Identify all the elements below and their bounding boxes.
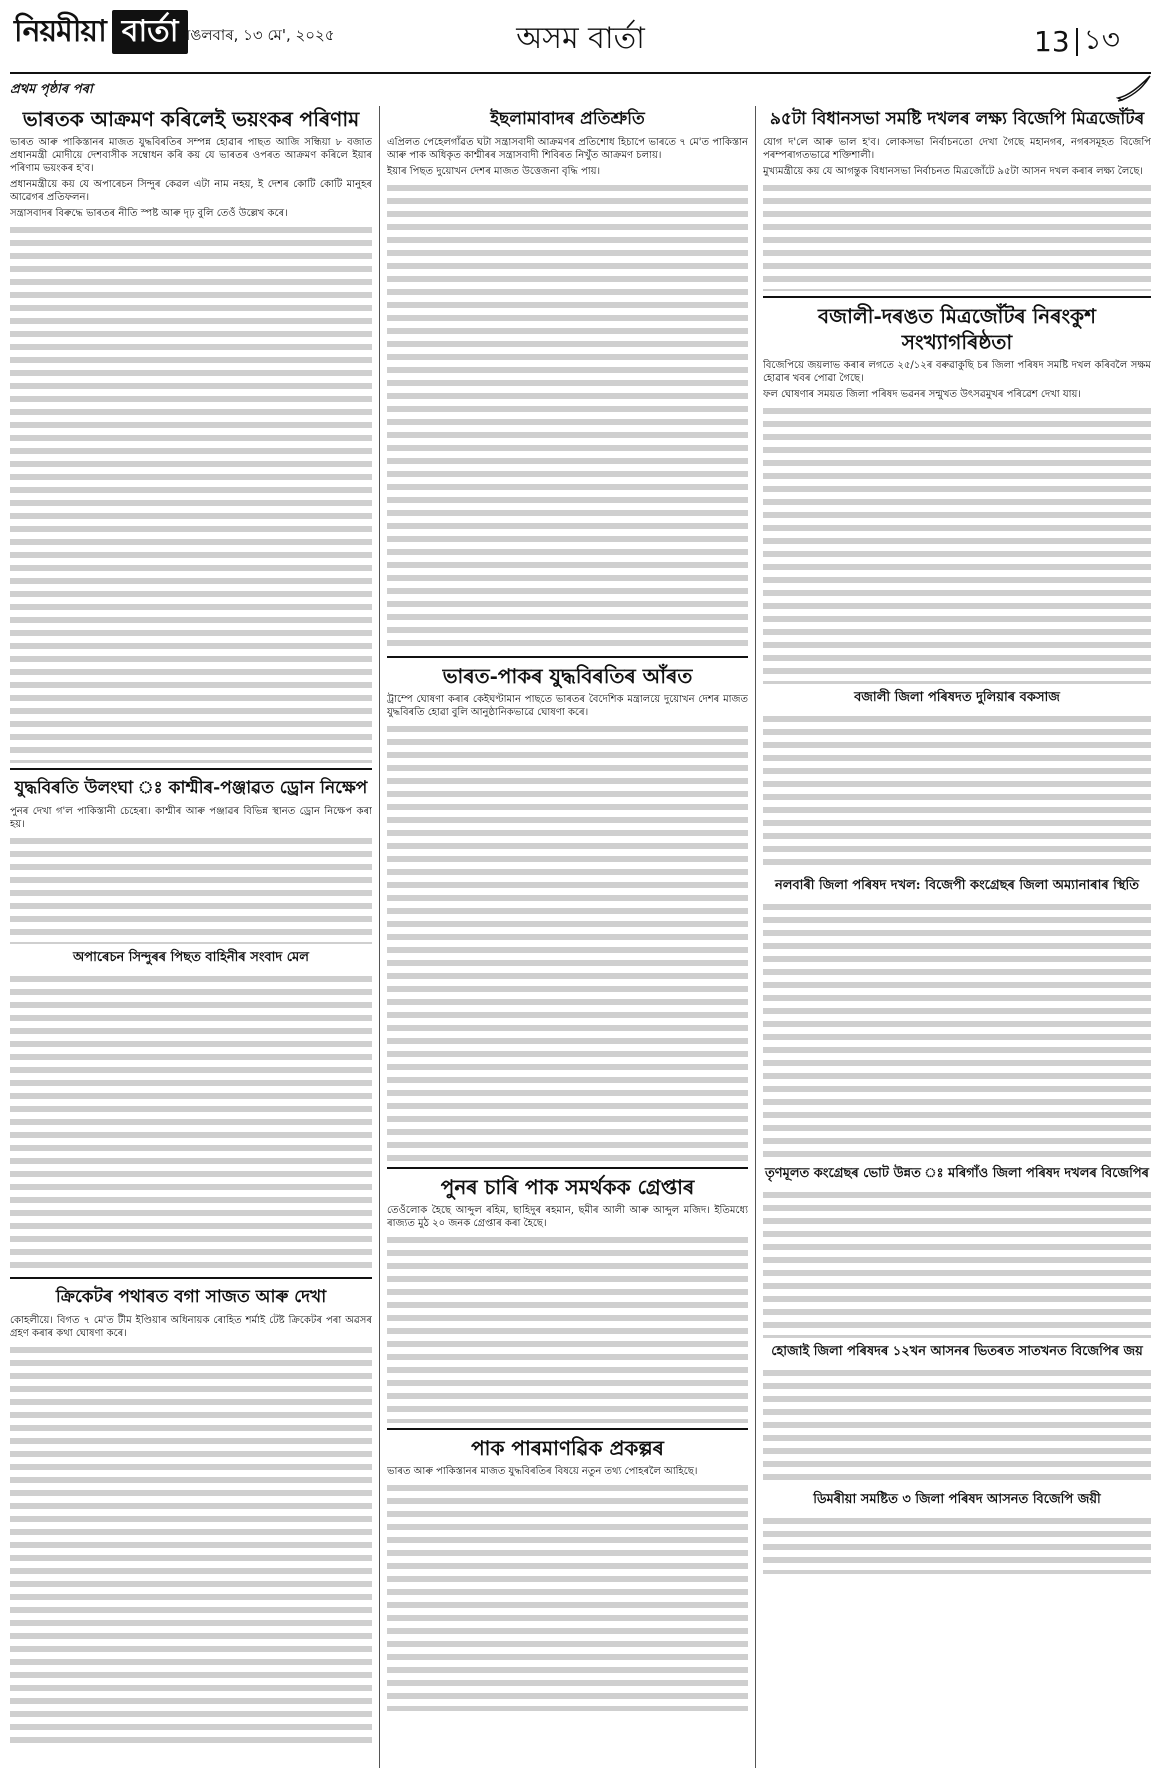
quill-icon bbox=[1116, 74, 1152, 102]
headline: ভাৰত-পাকৰ যুদ্ধবিৰতিৰ আঁৰত bbox=[442, 664, 693, 688]
text-lines bbox=[763, 1366, 1151, 1486]
section-title: অসম বাৰ্তা bbox=[516, 21, 645, 56]
article-bajali-darrang bbox=[763, 303, 1151, 1574]
article-divider bbox=[387, 1428, 748, 1430]
headline: ক্ৰিকেটৰ পথাৰত বগা সাজত আৰু দেখা bbox=[55, 1287, 327, 1307]
text-lines bbox=[387, 722, 748, 1162]
article-paragraph: ভাৰত আৰু পাকিস্তানৰ মাজত যুদ্ধবিৰতিৰ সম্পন্ন হোৱাৰ পাছত আজি সন্ধিয়া ৮ বজাত প্ৰধানমন্ত্ৰী মোদীয়ে দেশবাসীক সম্বোধন কৰি কয় যে ভাৰতৰ ওপৰত আক্ৰমণ কৰিলে ইয়াৰ পৰিণাম ভয়ংকৰ হ'ব। bbox=[10, 137, 372, 174]
text-lines bbox=[10, 1343, 372, 1743]
article-arrests bbox=[387, 1174, 748, 1423]
article-body-text bbox=[10, 223, 372, 763]
article-divider bbox=[387, 656, 748, 658]
subheadline: হোজাই জিলা পৰিষদৰ ১২খন আসনৰ ভিতৰত সাতখনত বিজেপিৰ জয় bbox=[771, 1344, 1143, 1359]
logo-text-left: নিয়মীয়া bbox=[14, 14, 106, 49]
masthead bbox=[0, 0, 1161, 100]
subheadline: তৃণমূলত কংগ্ৰেছৰ ভোট উন্নত ঃ মৰিগাঁও জিলা পৰিষদ দখলৰ বিজেপিৰ bbox=[765, 1166, 1149, 1181]
article-drone-ceasefire bbox=[10, 775, 372, 1272]
article-cricket bbox=[10, 1284, 372, 1743]
article-divider bbox=[10, 768, 372, 770]
continuation-label: প্ৰথম পৃষ্ঠাৰ পৰা bbox=[10, 82, 93, 97]
article-paragraph: কোহলীয়ে। বিগত ৭ মে'ত টীম ইণ্ডিয়াৰ অধিনায়ক ৰোহিত শৰ্মাই টেষ্ট ক্ৰিকেটৰ পৰা অৱসৰ গ্ৰহণ কৰাৰ কথা ঘোষণা কৰে। bbox=[10, 1315, 372, 1339]
subheadline: ডিমৰীয়া সমষ্টিত ৩ জিলা পৰিষদ আসনত বিজেপি জয়ী bbox=[813, 1492, 1101, 1507]
subheadline: অপাৰেচন সিন্দুৰৰ পিছত বাহিনীৰ সংবাদ মেল bbox=[73, 950, 309, 965]
column-right bbox=[763, 106, 1151, 1768]
page-number-divider bbox=[1076, 28, 1078, 56]
logo-text-right: বার্তা bbox=[112, 10, 189, 54]
article-paragraph: ট্ৰাম্পে ঘোষণা কৰাৰ কেইঘণ্টামান পাছতে ভাৰতৰ বৈদেশিক মন্ত্ৰালয়ে দুয়োখন দেশৰ মাজত যুদ্ধবিৰতি হোৱা বুলি আনুষ্ঠানিকভাৱে ঘোষণা কৰে। bbox=[387, 694, 748, 718]
article-paragraph: এপ্ৰিলত পেহেলগাঁৱত ঘটা সন্ত্ৰাসবাদী আক্ৰমণৰ প্ৰতিশোধ হিচাপে ভাৰতে ৭ মে'ত পাকিস্তান আৰু পাক অধিকৃত কাশ্মীৰৰ সন্ত্ৰাসবাদী শিবিৰত নিখুঁত আক্ৰমণ চলায়। bbox=[387, 137, 748, 161]
article-paragraph: ভাৰত আৰু পাকিস্তানৰ মাজত যুদ্ধবিৰতিৰ বিষয়ে নতুন তথ্য পোহৰলৈ আহিছে। bbox=[387, 1466, 698, 1477]
page-number-latin: 13 bbox=[1034, 25, 1070, 58]
page-number bbox=[1034, 18, 1120, 65]
text-lines bbox=[10, 223, 372, 763]
article-divider bbox=[387, 1167, 748, 1169]
headline: ভাৰতক আক্ৰমণ কৰিলেই ভয়ংকৰ পৰিণাম bbox=[22, 107, 360, 131]
headline: ইছলামাবাদৰ প্ৰতিশ্ৰুতি bbox=[490, 109, 645, 129]
article-paragraph: ইয়াৰ পিছত দুয়োখন দেশৰ মাজত উত্তেজনা বৃদ্ধি পায়। bbox=[387, 166, 601, 177]
text-lines bbox=[763, 900, 1151, 1160]
dateline: মঙলবাৰ, ১৩ মে', ২০২৫ bbox=[182, 26, 335, 44]
subheadline: বজালী জিলা পৰিষদত দুলিয়াৰ বকসাজ bbox=[854, 690, 1060, 705]
article-paragraph: যোগ দ'লে আৰু ভাল হ'ব। লোকসভা নিৰ্বাচনতো দেখা গৈছে মহানগৰ, নগৰসমূহত বিজেপি পৰম্পৰাগতভাৱে শক্তিশালী। bbox=[763, 137, 1151, 161]
column-left bbox=[10, 106, 372, 1768]
article-islamabad-promise bbox=[387, 106, 748, 651]
text-lines bbox=[10, 972, 372, 1272]
text-lines bbox=[387, 1233, 748, 1423]
article-paragraph: তেওঁলোক হৈছে আব্দুল ৰহিম, ছাহিদুৰ ৰহমান, ছমীৰ আলী আৰু আব্দুল মজিদ। ইতিমধ্যে ৰাজ্যত মুঠ ২০ জনক গ্ৰেপ্তাৰ কৰা হৈছে। bbox=[387, 1205, 748, 1229]
headline: যুদ্ধবিৰতি উলংঘা ঃ কাশ্মীৰ-পঞ্জাৱত ড্ৰোন নিক্ষেপ bbox=[14, 778, 368, 798]
column-divider bbox=[379, 106, 380, 1768]
column-divider bbox=[755, 106, 756, 1768]
text-lines bbox=[763, 1188, 1151, 1338]
headline: পাক পাৰমাণৱিক প্ৰকল্পৰ bbox=[471, 1436, 664, 1460]
article-bjp-target bbox=[763, 106, 1151, 291]
headline: বজালী-দৰঙত মিত্ৰজোঁটৰ নিৰংকুশ সংখ্যাগৰিষ্ঠতা bbox=[818, 304, 1096, 354]
text-lines bbox=[10, 834, 372, 944]
article-paragraph: সন্ত্ৰাসবাদৰ বিৰুদ্ধে ভাৰতৰ নীতি স্পষ্ট আৰু দৃঢ় বুলি তেওঁ উল্লেখ কৰে। bbox=[10, 208, 288, 219]
text-lines bbox=[763, 1514, 1151, 1574]
article-divider bbox=[10, 1277, 372, 1279]
article-divider bbox=[763, 296, 1151, 298]
article-attack-consequence bbox=[10, 106, 372, 763]
article-paragraph: পুনৰ দেখা গ'ল পাকিস্তানী চেহেৰা। কাশ্মীৰ আৰু পঞ্জাৱৰ বিভিন্ন স্থানত ড্ৰোন নিক্ষেপ কৰা হয়। bbox=[10, 806, 372, 830]
text-lines bbox=[763, 404, 1151, 684]
text-lines bbox=[387, 181, 748, 651]
text-lines bbox=[763, 712, 1151, 872]
column-middle bbox=[387, 106, 748, 1768]
page-number-native: ১৩ bbox=[1083, 23, 1121, 56]
headline: পুনৰ চাৰি পাক সমৰ্থকক গ্ৰেপ্তাৰ bbox=[440, 1175, 695, 1199]
text-lines bbox=[387, 1481, 748, 1711]
article-paragraph: ফল ঘোষণাৰ সময়ত জিলা পৰিষদ ভৱনৰ সন্মুখত উৎসৱমুখৰ পৰিৱেশ দেখা যায়। bbox=[763, 389, 1081, 400]
article-paragraph: বিজেপিয়ে জয়লাভ কৰাৰ লগতে ২৫/১২ৰ বৰুৱাকুছি চৰ জিলা পৰিষদ সমষ্টি দখল কৰিবলৈ সক্ষম হোৱাৰ খবৰ পোৱা গৈছে। bbox=[763, 360, 1151, 384]
text-lines bbox=[763, 181, 1151, 291]
article-ceasefire-behind bbox=[387, 663, 748, 1162]
headline: ৯৫টা বিধানসভা সমষ্টি দখলৰ লক্ষ্য বিজেপি মিত্ৰজোঁটৰ bbox=[769, 109, 1145, 129]
article-paragraph: প্ৰধানমন্ত্ৰীয়ে কয় যে অপাৰেচন সিন্দুৰ কেৱল এটা নাম নহয়, ই দেশৰ কোটি কোটি মানুহৰ আৱেগৰ প্ৰতিফলন। bbox=[10, 179, 372, 203]
article-nuclear bbox=[387, 1435, 748, 1711]
masthead-rule bbox=[10, 72, 1151, 74]
article-paragraph: মুখ্যমন্ত্ৰীয়ে কয় যে আগন্তুক বিধানসভা নিৰ্বাচনত মিত্ৰজোঁটে ৯৫টা আসন দখল কৰাৰ লক্ষ্য লৈছে। bbox=[763, 166, 1143, 177]
subheadline: নলবাৰী জিলা পৰিষদ দখল: বিজেপী কংগ্ৰেছৰ জিলা অম্যানাৰাৰ স্থিতি bbox=[775, 878, 1139, 893]
